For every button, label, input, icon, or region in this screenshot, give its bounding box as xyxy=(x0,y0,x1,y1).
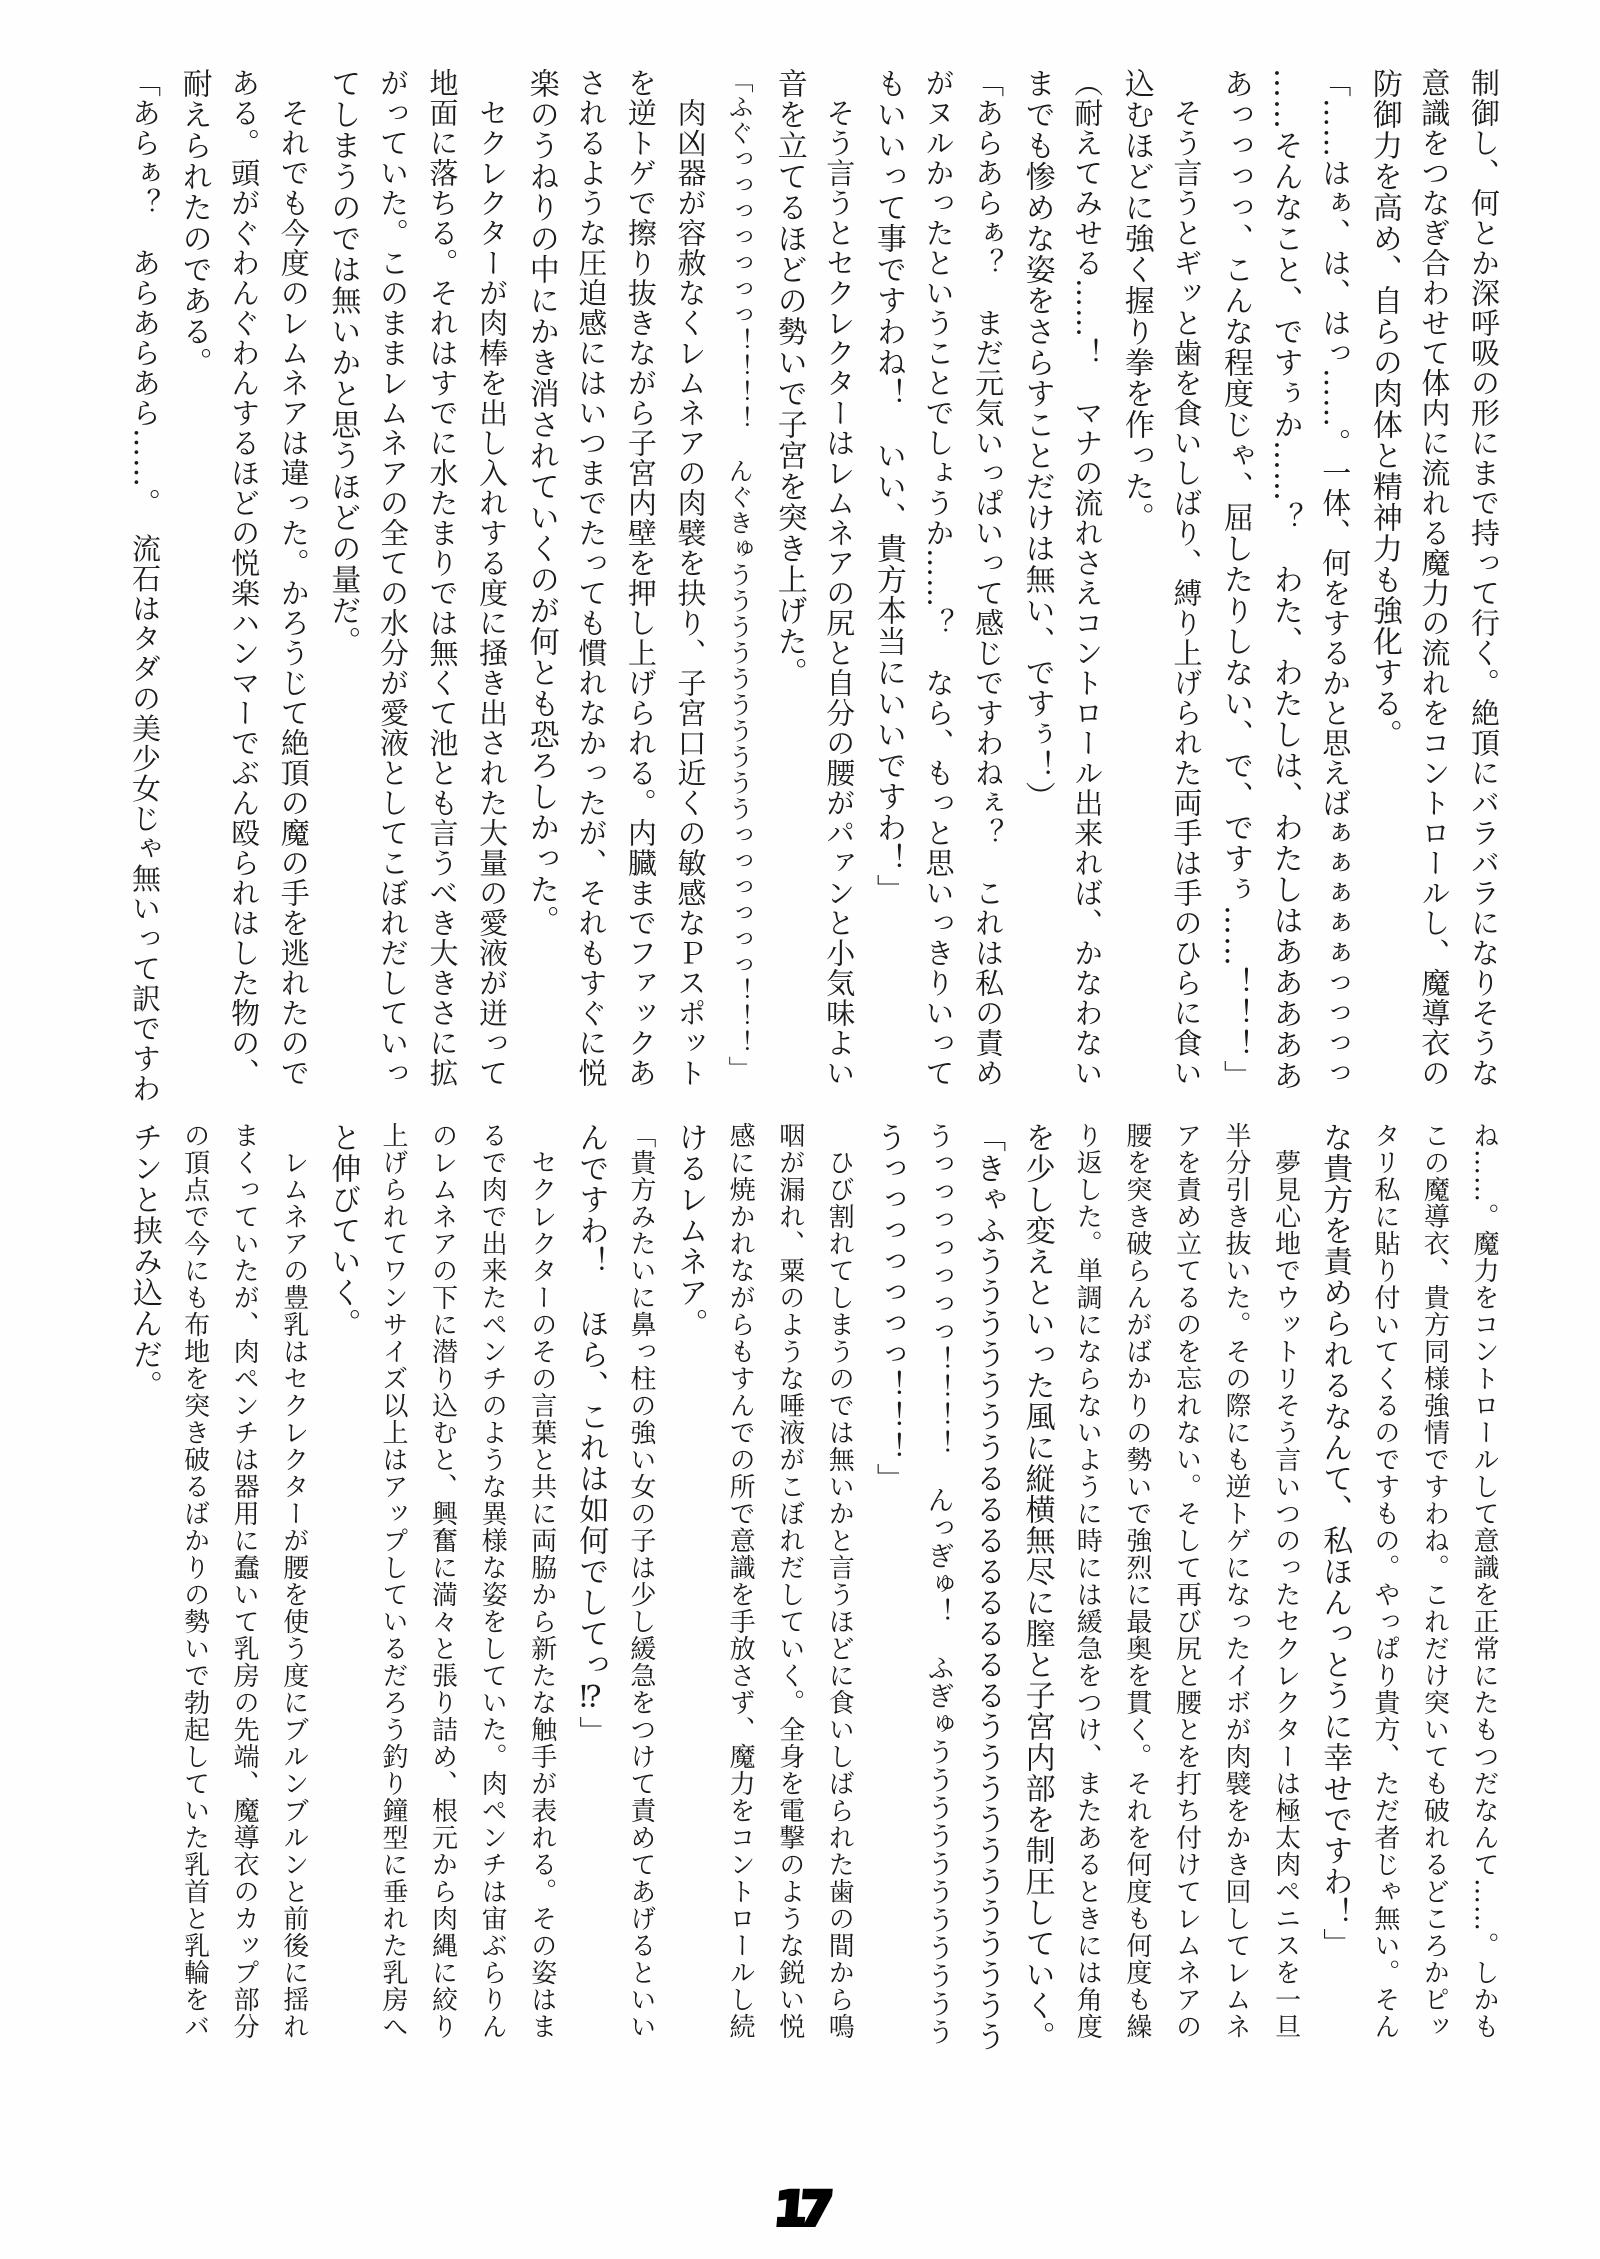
page-number: 17 xyxy=(771,2182,829,2237)
text-column: 「貴方みたいに鼻っ柱の強い女の子は少し緩急をつけて責めてあげるといい xyxy=(625,1122,656,2040)
text-column: と伸びていく。 xyxy=(325,1122,361,1339)
text-column: 感に焼かれながらもすんでの所で意識を手放さず、魔力をコントロールし続 xyxy=(725,1122,756,2040)
text-column: な貴方を責められるなんて、私ほんっとうに幸せですわ！」 xyxy=(1317,1122,1353,1959)
text-column: セクレクターが肉棒を出し入れする度に掻き出された大量の愛液が迸って xyxy=(475,68,510,1088)
text-column: ひび割れてしまうのでは無いかと言うほどに食いしばられた歯の間から鳴 xyxy=(824,1122,855,2040)
text-column: あっっっっ、こんな程度じゃ、屈したりしない、で、ですぅ……！！！」 xyxy=(1218,68,1254,1091)
text-column: 咽が漏れ、粟のような唾液がこぼれだしていく。全身を電撃のような鋭い悦 xyxy=(774,1122,805,2040)
text-column: 「ふぐっっっっっっっ！！！！ んぐきゅううううううううううっっっっっっ！！！」 xyxy=(725,68,755,1082)
text-column: もいいって事ですわね！ いい、貴方本当にいいですわ！」 xyxy=(870,68,906,905)
text-column: 防御力を高め、自らの肉体と精神力も強化する。 xyxy=(1366,68,1402,750)
text-column: ……そんなこと、ですぅか……？ わた、わたしは、わたしはあああああ xyxy=(1267,68,1303,1091)
lower-text-block xyxy=(119,1122,1508,2054)
text-column: チンと挟み込んだ。 xyxy=(126,1122,162,1401)
text-column: を逆トゲで擦り抜きながら子宮内壁を押し上げられる。内臓までファックあ xyxy=(623,68,658,1088)
text-column: まくっていたが、肉ペンチは器用に蠢いて乳房の先端、魔導衣のカップ部分 xyxy=(229,1122,260,2040)
text-column: 音を立てるほどの勢いで子宮を突き上げた。 xyxy=(771,68,807,688)
text-column: の頂点で今にも布地を突き破るばかりの勢いで勃起していた乳首と乳輪をバ xyxy=(179,1122,210,2040)
text-column: 地面に落ちる。それはすでに水たまりでは無くて池とも言うべき大きさに拡 xyxy=(425,68,460,1088)
text-column: セクレクターのその言葉と共に両脇から新たな触手が表れる。その姿はま xyxy=(526,1122,557,2040)
text-column: この魔導衣、貴方同様強情ですわね。これだけ突いても破れるどころかピッ xyxy=(1419,1122,1450,2040)
text-column: 腰を突き破らんがばかりの勢いで強烈に最奥を貫く。それを何度も何度も繰 xyxy=(1121,1122,1152,2040)
text-column: タリ私に貼り付いてくるのですもの。やっぱり貴方、ただ者じゃ無い。そん xyxy=(1369,1122,1400,2040)
text-column: そう言うとセクレクターはレムネアの尻と自分の腰がパァンと小気味よい xyxy=(822,68,857,1088)
text-column: 肉凶器が容赦なくレムネアの肉襞を抉り、子宮口近くの敏感なＰスポット xyxy=(673,68,708,1088)
text-column: がヌルかったということでしょうか……？ なら、もっと思いっきりいって xyxy=(921,68,956,1088)
text-column: けるレムネア。 xyxy=(672,1122,708,1339)
text-column: 込むほどに強く握り拳を作った。 xyxy=(1118,68,1154,533)
text-column: までも惨めな姿をさらすことだけは無い、ですぅ！） xyxy=(1019,68,1055,812)
text-column: それでも今度のレムネアは違った。かろうじて絶頂の魔の手を逃れたので xyxy=(276,68,311,1088)
text-column: されるような圧迫感にはいつまでたっても慣れなかったが、それもすぐに悦 xyxy=(574,68,609,1088)
text-column: 「きゃふうううううううるるるるるるるるううううううううううう xyxy=(970,1122,1006,2052)
text-column: ある。頭がぐわんぐわんするほどの悦楽ハンマーでぶん殴られはした物の、 xyxy=(227,68,262,1088)
text-column: アを責め立てるのを忘れない。そして再び尻と腰とを打ち付けてレムネアの xyxy=(1171,1122,1202,2040)
text-column: 「……はぁ、は、はっ……。一体、何をするかと思えばぁぁぁぁぁっっっっ xyxy=(1318,68,1353,1088)
text-column: （耐えてみせる……！ マナの流れさえコントロール出来れば、かなわない xyxy=(1070,68,1105,1088)
text-column: 制御し、何とか深呼吸の形にまで持って行く。絶頂にバラバラになりそうな xyxy=(1467,68,1501,1088)
text-column: うっっっっっっっ！！！」 xyxy=(870,1122,906,1494)
text-column: 「あらぁ？ あらあらあら……。 流石はタダの美少女じゃ無いって訳ですわ xyxy=(127,68,162,1104)
text-column: 夢見心地でウットリそう言いつのったセクレクターは極太肉ペニスを一旦 xyxy=(1270,1122,1301,2040)
text-column: 意識をつなぎ合わせて体内に流れる魔力の流れをコントロールし、魔導衣の xyxy=(1417,68,1452,1088)
upper-text-block xyxy=(119,68,1508,1114)
text-column: 「あらあらぁ？ まだ元気いっぱいって感じですわねぇ？ これは私の責め xyxy=(971,68,1006,1088)
text-column: レムネアの豊乳はセクレクターが腰を使う度にブルンブルンと前後に揺れ xyxy=(278,1122,309,2040)
text-column: がっていた。このままレムネアの全ての水分が愛液としてこぼれだしていっ xyxy=(375,68,410,1088)
text-column: 上げられてワンサイズ以上はアップしているだろう釣り鐘型に垂れた乳房へ xyxy=(377,1122,408,2040)
text-column: を少し変えといった風に縦横無尽に膣と子宮内部を制圧していく。 xyxy=(1019,1122,1055,2052)
text-column: うっっっっっっっ！！！！ んっぎゅ！ ふぎゅううううううううううう xyxy=(922,1122,954,2046)
text-column: のレムネアの下に潜り込むと、興奮に満々と張り詰め、根元から肉縄に絞り xyxy=(427,1122,458,2040)
text-column: 半分引き抜いた。その際にも逆トゲになったイボが肉襞をかき回してレムネ xyxy=(1221,1122,1252,2040)
text-column: 耐えられたのである。 xyxy=(176,68,212,378)
text-column: るで肉で出来たペンチのような異様な姿をしていた。肉ペンチは宙ぶらりん xyxy=(477,1122,508,2040)
text-column: てしまうのでは無いかと思うほどの量だ。 xyxy=(325,68,361,657)
text-column: り返した。単調にならないように時には緩急をつけ、またあるときには角度 xyxy=(1072,1122,1103,2040)
text-column: んですわ！ ほら、これは如何でしてっ⁉」 xyxy=(573,1122,609,1747)
text-column: そう言うとギッと歯を食いしばり、縛り上げられた両手は手のひらに食い xyxy=(1169,68,1204,1088)
text-column: ね……。魔力をコントロールして意識を正常にたもつだなんて……。しかも xyxy=(1469,1122,1499,2040)
text-column: 楽のうねりの中にかき消されていくのが何とも恐ろしかった。 xyxy=(523,68,559,936)
